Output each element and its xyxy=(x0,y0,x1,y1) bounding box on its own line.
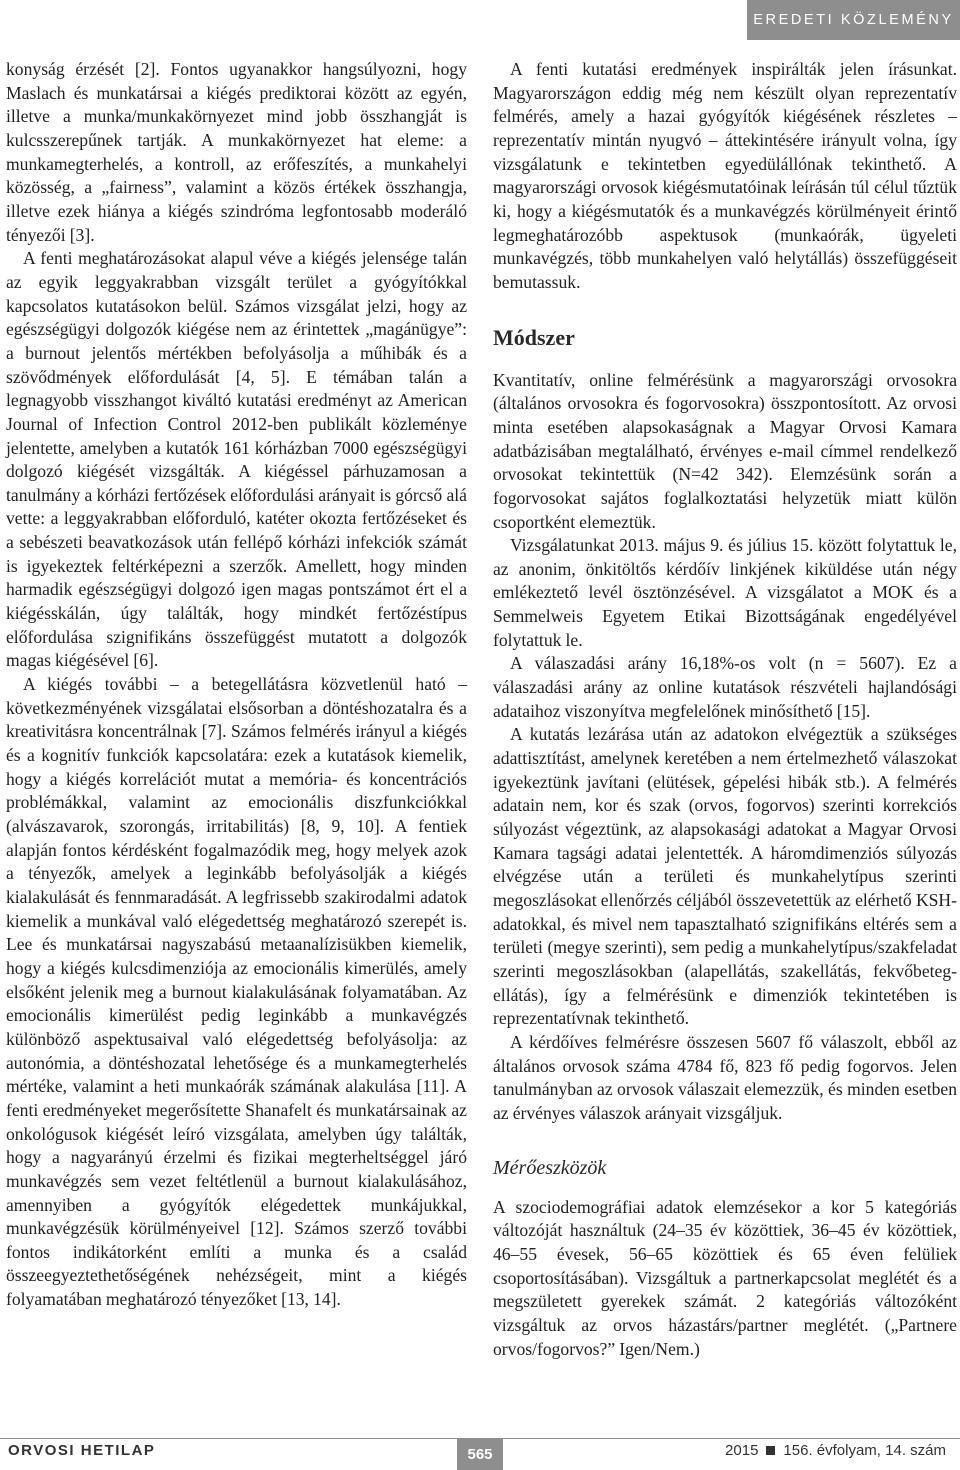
methods-paragraph: A kutatás lezárása után az adatokon elvégeztük a szükséges adattisztítást, amelynek keretében a nem értelmezhető válaszokat igyekeztünk javítani (elütések, gépelési hibák stb.). A felmérés adatain nem, kor és szak (orvos, fogorvos) szerinti korrekciós súlyozást végeztünk, az alapsokasági adatokat a Magyar Orvosi Kamara tagsági adatai jelentették. A háromdimenziós súlyozás elvégzése után a területi és munkahelytípus szerinti megoszlásokat ellenőrzés céljából összevetettük az elérhető KSH-adatokkal, és mivel nem tapasztalható szignifikáns eltérés sem a területi (megye szerinti), sem pedig a munkahelytípus/szakfeladat szerinti megoszlásokban (alapellátás, szakellátás, fekvőbeteg-ellátás), így a felmérésünk e dimenziók tekintetében is reprezentatívnak tekinthető. xyxy=(493,724,957,1029)
issue-info xyxy=(725,1442,946,1459)
separator-square-icon xyxy=(766,1446,775,1455)
issue-volume: 156. évfolyam, 14. szám xyxy=(783,1442,946,1459)
tools-heading: Mérőeszközök xyxy=(493,1156,607,1179)
page-number: 565 xyxy=(457,1438,503,1470)
left-column xyxy=(6,58,467,1312)
methods-paragraph: Kvantitatív, online felmérésünk a magyarországi orvosokra (általános orvosokra és fogorvosokra) összpontosított. Az orvosi minta esetében alapsokaságnak a Magyar Orvosi Kamara adatbázisában megtalálható, érvényes e-mail címmel rendelkező orvosokat tekintettük (N=42 342). Elemzésünk során a fogorvosokat sajátos foglalkoztatási helyzetük miatt külön csoportként elemeztük. xyxy=(493,369,957,532)
issue-year: 2015 xyxy=(725,1442,759,1459)
body-paragraph: A kiégés további – a betegellátásra közvetlenül ható – következményének vizsgálatai elsősorban a döntéshozatalra és a kreativitásra koncentrálnak [7]. Számos felmérés irányul a kiégés és a kognitív funkciók kapcsolatára: ezek a kutatások kiemelik, hogy a kiégés korrelációt mutat a memória- és koncentrációs problémákkal, valamint az emocionális diszfunkciókkal (alvászavarok, szorongás, irritabilitás) [8, 9, 10]. A fentiek alapján fontos kérdésként fogalmazódik meg, hogy melyek azok a tényezők, amelyek a leginkább befolyásolják a kiégés kialakulását és fennmaradását. A legfrissebb szakirodalmi adatok kiemelik a munkával való elégedettség meghatározó szerepét is. Lee és munkatársai nagyszabású metaanalízisükben kiemelik, hogy a kiégés kulcsdimenziója az emocionális kimerülés, amely elsőként jelenik meg a burnout kialakulásának folyamatában. Az emocionális kimerülést pedig leginkább a munkavégzés különböző aspektusaival való elégedettség befolyásolja: az autonómia, a döntéshozatal lehetősége és a munkamegterhelés mértéke, valamint a heti munkaórák számának alakulása [11]. A fenti eredményeket megerősítette Shanafelt és munkatársainak az onkológusok kiégését leíró vizsgálata, amelyben úgy találták, hogy a nagyarányú érzelmi és fizikai megterheltséggel járó munkavégzés sem vezet feltétlenül a burnout kialakulásához, amennyiben a gyógyítók elégedettek munkájukkal, munkavégzésük körülményeivel [12]. Számos szerző további fontos indikátorként említi a munka és a család összeegyeztethetőségének nehézségeit, mint a kiégés folyamatában meghatározó tényezőket [13, 14]. xyxy=(6,674,467,1310)
intro-paragraph: A fenti kutatási eredmények inspirálták jelen írásunkat. Magyarországon eddig még nem készült olyan reprezentatív felmérés, amely a hazai gyógyítók kiégésének részletes – reprezentatív mintán nyugvó – áttekintésére irányult volna, így vizsgálatunk e tekintetben egyedülállónak tekinthető. A magyarországi orvosok kiégésmutatóinak leírásán túl célul tűztük ki, hogy a kiégésmutatók és a munkavégzés körülményeit érintő legmeghatározóbb aspektusok (munkaórák, ügyeleti munkavégzés, több munkahelyen való helytállás) összefüggéseit bemutassuk. xyxy=(493,59,957,292)
journal-name: ORVOSI HETILAP xyxy=(8,1442,156,1459)
body-paragraph: konyság érzését [2]. Fontos ugyanakkor hangsúlyozni, hogy Maslach és munkatársai a kiégés prediktorai között az egyén, illetve a munka/munkakörnyezet mind jobb összhangját is kulcsszerepűnek tartják. A munkakörnyezet hat eleme: a munkamegterhelés, a kontroll, az erőfeszítés, a munkahelyi közösség, a „fairness”, valamint a közös értékek összhangja, illetve ezek hiánya a kiégés szindróma legfontosabb moderáló tényezői [3]. xyxy=(6,59,467,245)
right-column xyxy=(493,58,957,1361)
section-label: EREDETI KÖZLEMÉNY xyxy=(747,0,960,40)
methods-paragraph: A válaszadási arány 16,18%-os volt (n = 5607). Ez a válaszadási arány az online kutatások részvételi hajlandósági adataihoz viszonyítva megfelelőnek minősíthető [15]. xyxy=(493,653,957,721)
methods-heading: Módszer xyxy=(493,324,575,350)
tools-paragraph: A szociodemográfiai adatok elemzésekor a kor 5 kategóriás változóját használtuk (24–35 év közöttiek, 36–45 év közöttiek, 46–55 évesek, 56–65 közöttiek és 65 éven felüliek csoportosításában). Vizsgáltuk a partnerkapcsolat meglétét és a megszületett gyerekek számát. 2 kategóriás változóként vizsgáltuk az orvos házastárs/partner meglétét. („Partnere orvos/fogorvos?” Igen/Nem.) xyxy=(493,1196,957,1359)
body-paragraph: A fenti meghatározásokat alapul véve a kiégés jelensége talán az egyik leggyakrabban vizsgált terület a gyógyítókkal kapcsolatos kutatásokon belül. Számos vizsgálat jelzi, hogy az egészségügyi dolgozók kiégése nem az érintettek „magánügye”: a burnout jelentős mértékben befolyásolja a műhibák és a szövődmények előfordulását [4, 5]. E témában talán a legnagyobb visszhangot kiváltó kutatási eredményt az American Journal of Infection Control 2012-ben publikált közleménye jelentette, amelyben a kutatók 161 kórházban 7000 egészségügyi dolgozó kiégését vizsgálták. A kiégéssel párhuzamosan a tanulmány a kórházi fertőzések előfordulási arányait is górcső alá vette: a leggyakrabban előforduló, katéter okozta fertőzéseket és a sebészeti beavatkozások után fellépő kórházi infekciók számát is igyekeztek feltérképezni a szerzők. Amellett, hogy minden harmadik egészségügyi dolgozó igen magas pontszámot ért el a kiégésskálán, úgy találták, hogy mindkét fertőzéstípus előfordulása szignifikáns összefüggést mutatott a dolgozók magas kiégésével [6]. xyxy=(6,248,467,671)
methods-paragraph: Vizsgálatunkat 2013. május 9. és július 15. között folytattuk le, az anonim, önkitöltős kérdőív linkjének kiküldése után négy emlékeztető levél ösztönzésével. A vizsgálatot a MOK és a Semmelweis Egyetem Etikai Bizottságának engedélyével folytattuk le. xyxy=(493,535,957,650)
page-header xyxy=(0,0,960,42)
methods-paragraph: A kérdőíves felmérésre összesen 5607 fő válaszolt, ebből az általános orvosok száma 4784 fő, 823 fő pedig fogorvos. Jelen tanulmányban az orvosok válaszait elemezzük, és minden esetben az érvényes válaszok arányait vizsgáljuk. xyxy=(493,1031,957,1123)
